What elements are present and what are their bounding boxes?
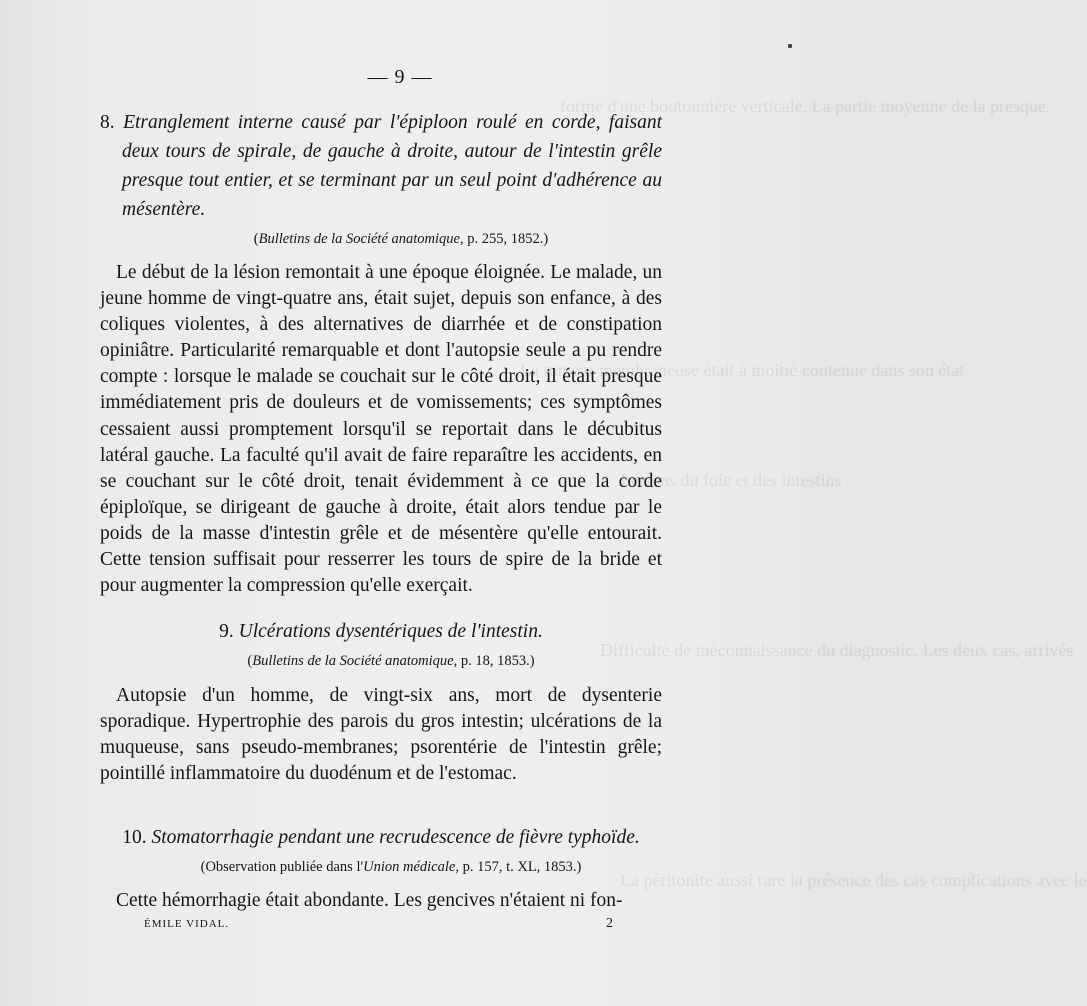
footer-signature: ÉMILE VIDAL.: [144, 918, 230, 930]
body-paragraph: Le début de la lésion remontait à une époque éloignée. Le malade, un jeune homme de vingt-quatre ans, était sujet, depuis son enfance, à des coliques violentes, à des alternatives de diarrhée et de constipation opiniâtre. Particularité remarquable et dont l'autopsie seule a pu rendre compte : lorsque le malade se couchait sur le côté droit, il était presque immédiatement pris de douleurs et de vomissements; ces symptômes cessaient aussi promptement lorsqu'il se reportait dans le décubitus latéral gauche. La faculté qu'il avait de faire reparaître les accidents, en se couchant sur le côté droit, tenait évidemment à ce que la corde épiploïque, se dirigeant de gauche à droite, était alors tendue par le poids de la masse d'intestin grêle et de mésentère qu'elle entourait. Cette tension suffisait pour resserrer les tours de spire de la bride et pour augmenter la compression qu'elle exerçait.: [100, 262, 662, 597]
source-citation: [120, 857, 662, 877]
section-title-text: Stomatorrhagie pendant une recrudescence de fièvre typhoïde.: [151, 827, 640, 848]
citation-prefix: (Observation publiée dans l': [200, 859, 364, 875]
source-citation: (Bulletins de la Société anatomique, p. 255, 1852.): [253, 231, 549, 247]
section-number: 8.: [100, 112, 115, 133]
page-number: — 9 —: [367, 66, 433, 88]
scan-edge-mark: [788, 44, 792, 48]
signature-number: 2: [606, 916, 613, 931]
show-through-texture: La péritonite aussi rare la présence des cas complications avec le: [620, 870, 1087, 890]
section-8: [100, 108, 662, 599]
section-title: [100, 108, 662, 224]
show-through-texture: Lésions du foie et des intestins: [620, 470, 842, 490]
citation-detail: , p. 18, 1853.): [453, 653, 535, 669]
body-paragraph: Autopsie d'un homme, de vingt-six ans, mort de dysenterie sporadique. Hypertrophie des parois du gros intestin; ulcérations de la muqueuse, sans pseudo-membranes; psorentérie de l'intestin grêle; pointillé inflammatoire du duodénum et de l'estomac.: [100, 685, 662, 785]
citation-source: Union médicale: [363, 859, 456, 875]
citation-source: Bulletins de la Société anatomique: [258, 231, 460, 247]
source-citation: (Bulletins de la Société anatomique, p. 18, 1853.): [247, 653, 535, 669]
section-number: 9.: [219, 621, 234, 642]
show-through-texture: La tumeur membraneuse était à moitié contenue dans son état: [520, 360, 965, 380]
section-10: [100, 823, 662, 914]
citation-source: Bulletins de la Société anatomique: [252, 653, 454, 669]
section-number: 10.: [122, 827, 147, 848]
section-9: [100, 617, 662, 787]
show-through-texture: forme d'une boutonnière verticale. La partie moyenne de la presque: [560, 96, 1047, 116]
body-paragraph: Cette hémorrhagie était abondante. Les gencives n'étaient ni fon-: [116, 890, 623, 911]
citation-detail: , p. 157, t. XL, 1853.): [455, 859, 582, 875]
section-title-text: Ulcérations dysentériques de l'intestin.: [238, 621, 543, 642]
section-title-text: Etranglement interne causé par l'épiploon roulé en corde, faisant deux tours de spirale, de gauche à droite, autour de l'intestin grêle presque tout entier, et se terminant par un seul point d'adhérence au mésentère.: [122, 112, 662, 220]
section-title: [100, 823, 662, 852]
show-through-texture: Difficulté de méconnaissance du diagnostic. Les deux cas, arrivés: [600, 640, 1074, 660]
section-title: [100, 617, 662, 646]
citation-detail: , p. 255, 1852.): [459, 231, 549, 247]
